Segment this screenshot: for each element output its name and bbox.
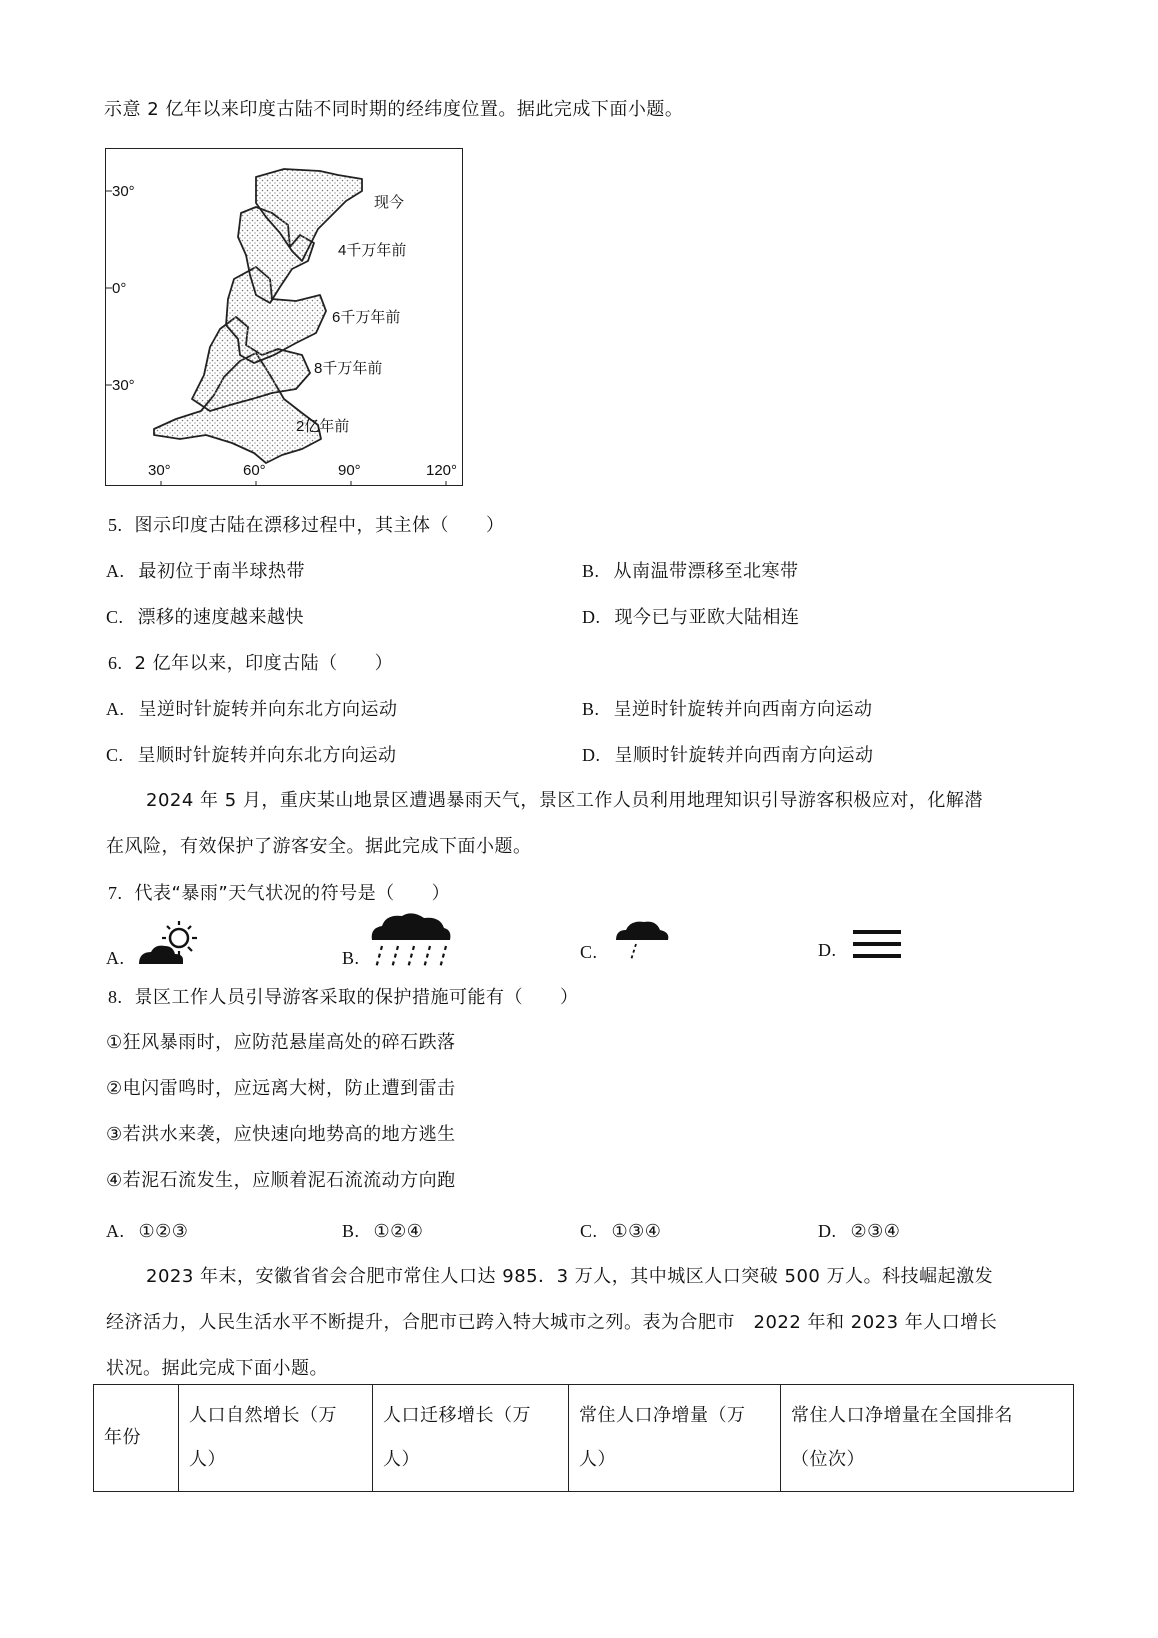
label-40ma: 4千万年前 <box>338 242 407 259</box>
table-header-row <box>94 1385 1074 1492</box>
label-80ma: 8千万年前 <box>314 360 383 377</box>
header-net-increase: 常住人口净增量（万 人） <box>569 1385 781 1492</box>
q6-stem-text: 2 亿年以来，印度古陆（ ） <box>134 653 394 674</box>
q8-statement-4: ④若泥石流发生，应顺着泥石流流动方向跑 <box>106 1170 456 1191</box>
q5-number: 5. <box>108 515 123 535</box>
q5-option-d[interactable]: D. 现今已与亚欧大陆相连 <box>582 607 800 628</box>
q8-option-c[interactable]: C. ①③④ <box>580 1221 662 1242</box>
q7-option-d[interactable]: D. <box>818 926 903 962</box>
india-drift-map <box>105 148 463 486</box>
q6-number: 6. <box>108 653 123 673</box>
q5-option-b[interactable]: B. 从南温带漂移至北寒带 <box>582 561 799 582</box>
q8-option-d[interactable]: D. ②③④ <box>818 1221 901 1242</box>
passage3-line2: 经济活力，人民生活水平不断提升，合肥市已跨入特大城市之列。表为合肥市 2022 年和 2023 年人口增长 <box>106 1312 998 1333</box>
q8-statement-3: ③若洪水来袭，应快速向地势高的地方逃生 <box>106 1124 456 1145</box>
map-svg <box>106 149 463 486</box>
lon-label-120: 120° <box>426 462 458 479</box>
q6-option-c[interactable]: C. 呈顺时针旋转并向东北方向运动 <box>106 745 397 766</box>
header-migration-growth: 人口迁移增长（万 人） <box>373 1385 569 1492</box>
q6-stem <box>108 651 393 676</box>
population-table <box>93 1384 1074 1492</box>
rainstorm-icon <box>368 912 452 970</box>
lat-label-0: 0° <box>112 280 127 297</box>
q8-option-a[interactable]: A. ①②③ <box>106 1221 189 1242</box>
intro-line: 示意 2 亿年以来印度古陆不同时期的经纬度位置。据此完成下面小题。 <box>104 99 684 120</box>
passage2-line2: 在风险，有效保护了游客安全。据此完成下面小题。 <box>106 836 532 857</box>
q6-option-d[interactable]: D. 呈顺时针旋转并向西南方向运动 <box>582 745 874 766</box>
lat-label-30s: 30° <box>112 377 135 394</box>
q7-option-a[interactable]: A. <box>106 920 203 970</box>
q7-stem-text: 代表“暴雨”天气状况的符号是（ ） <box>134 883 451 904</box>
q8-option-b[interactable]: B. ①②④ <box>342 1221 424 1242</box>
q5-option-a[interactable]: A. 最初位于南半球热带 <box>106 561 305 582</box>
q6-option-a[interactable]: A. 呈逆时针旋转并向东北方向运动 <box>106 699 398 720</box>
lat-label-30n: 30° <box>112 183 135 200</box>
q8-stem-text: 景区工作人员引导游客采取的保护措施可能有（ ） <box>134 987 579 1008</box>
q7-stem <box>108 881 450 906</box>
q7-option-b[interactable]: B. <box>342 912 452 970</box>
header-year: 年份 <box>94 1385 179 1492</box>
passage2-line1: 2024 年 5 月，重庆某山地景区遭遇暴雨天气，景区工作人员利用地理知识引导游客积极应对，化解潜 <box>146 790 983 811</box>
passage3-line1: 2023 年末，安徽省省会合肥市常住人口达 985．3 万人，其中城区人口突破 500 万人。科技崛起激发 <box>146 1266 994 1287</box>
passage3-line3: 状况。据此完成下面小题。 <box>106 1358 328 1379</box>
q5-option-c[interactable]: C. 漂移的速度越来越快 <box>106 607 305 628</box>
partly-cloudy-icon <box>133 920 203 970</box>
q6-option-b[interactable]: B. 呈逆时针旋转并向西南方向运动 <box>582 699 873 720</box>
label-60ma: 6千万年前 <box>332 309 401 326</box>
q8-stem <box>108 985 579 1010</box>
q7-number: 7. <box>108 883 123 903</box>
fog-icon <box>853 926 903 962</box>
q7-option-c[interactable]: C. <box>580 920 670 964</box>
header-national-rank: 常住人口净增量在全国排名 （位次） <box>781 1385 1074 1492</box>
q5-stem-text: 图示印度古陆在漂移过程中，其主体（ ） <box>134 515 505 536</box>
lon-label-90: 90° <box>338 462 361 479</box>
lon-label-60: 60° <box>243 462 266 479</box>
q5-stem <box>108 513 505 538</box>
q8-statement-2: ②电闪雷鸣时，应远离大树，防止遭到雷击 <box>106 1078 456 1099</box>
label-200ma: 2亿年前 <box>296 418 350 435</box>
light-rain-icon <box>614 920 670 964</box>
label-present: 现今 <box>374 194 405 211</box>
q8-statement-1: ①狂风暴雨时，应防范悬崖高处的碎石跌落 <box>106 1032 456 1053</box>
lon-label-30: 30° <box>148 462 171 479</box>
q8-number: 8. <box>108 987 123 1007</box>
header-natural-growth: 人口自然增长（万 人） <box>179 1385 373 1492</box>
